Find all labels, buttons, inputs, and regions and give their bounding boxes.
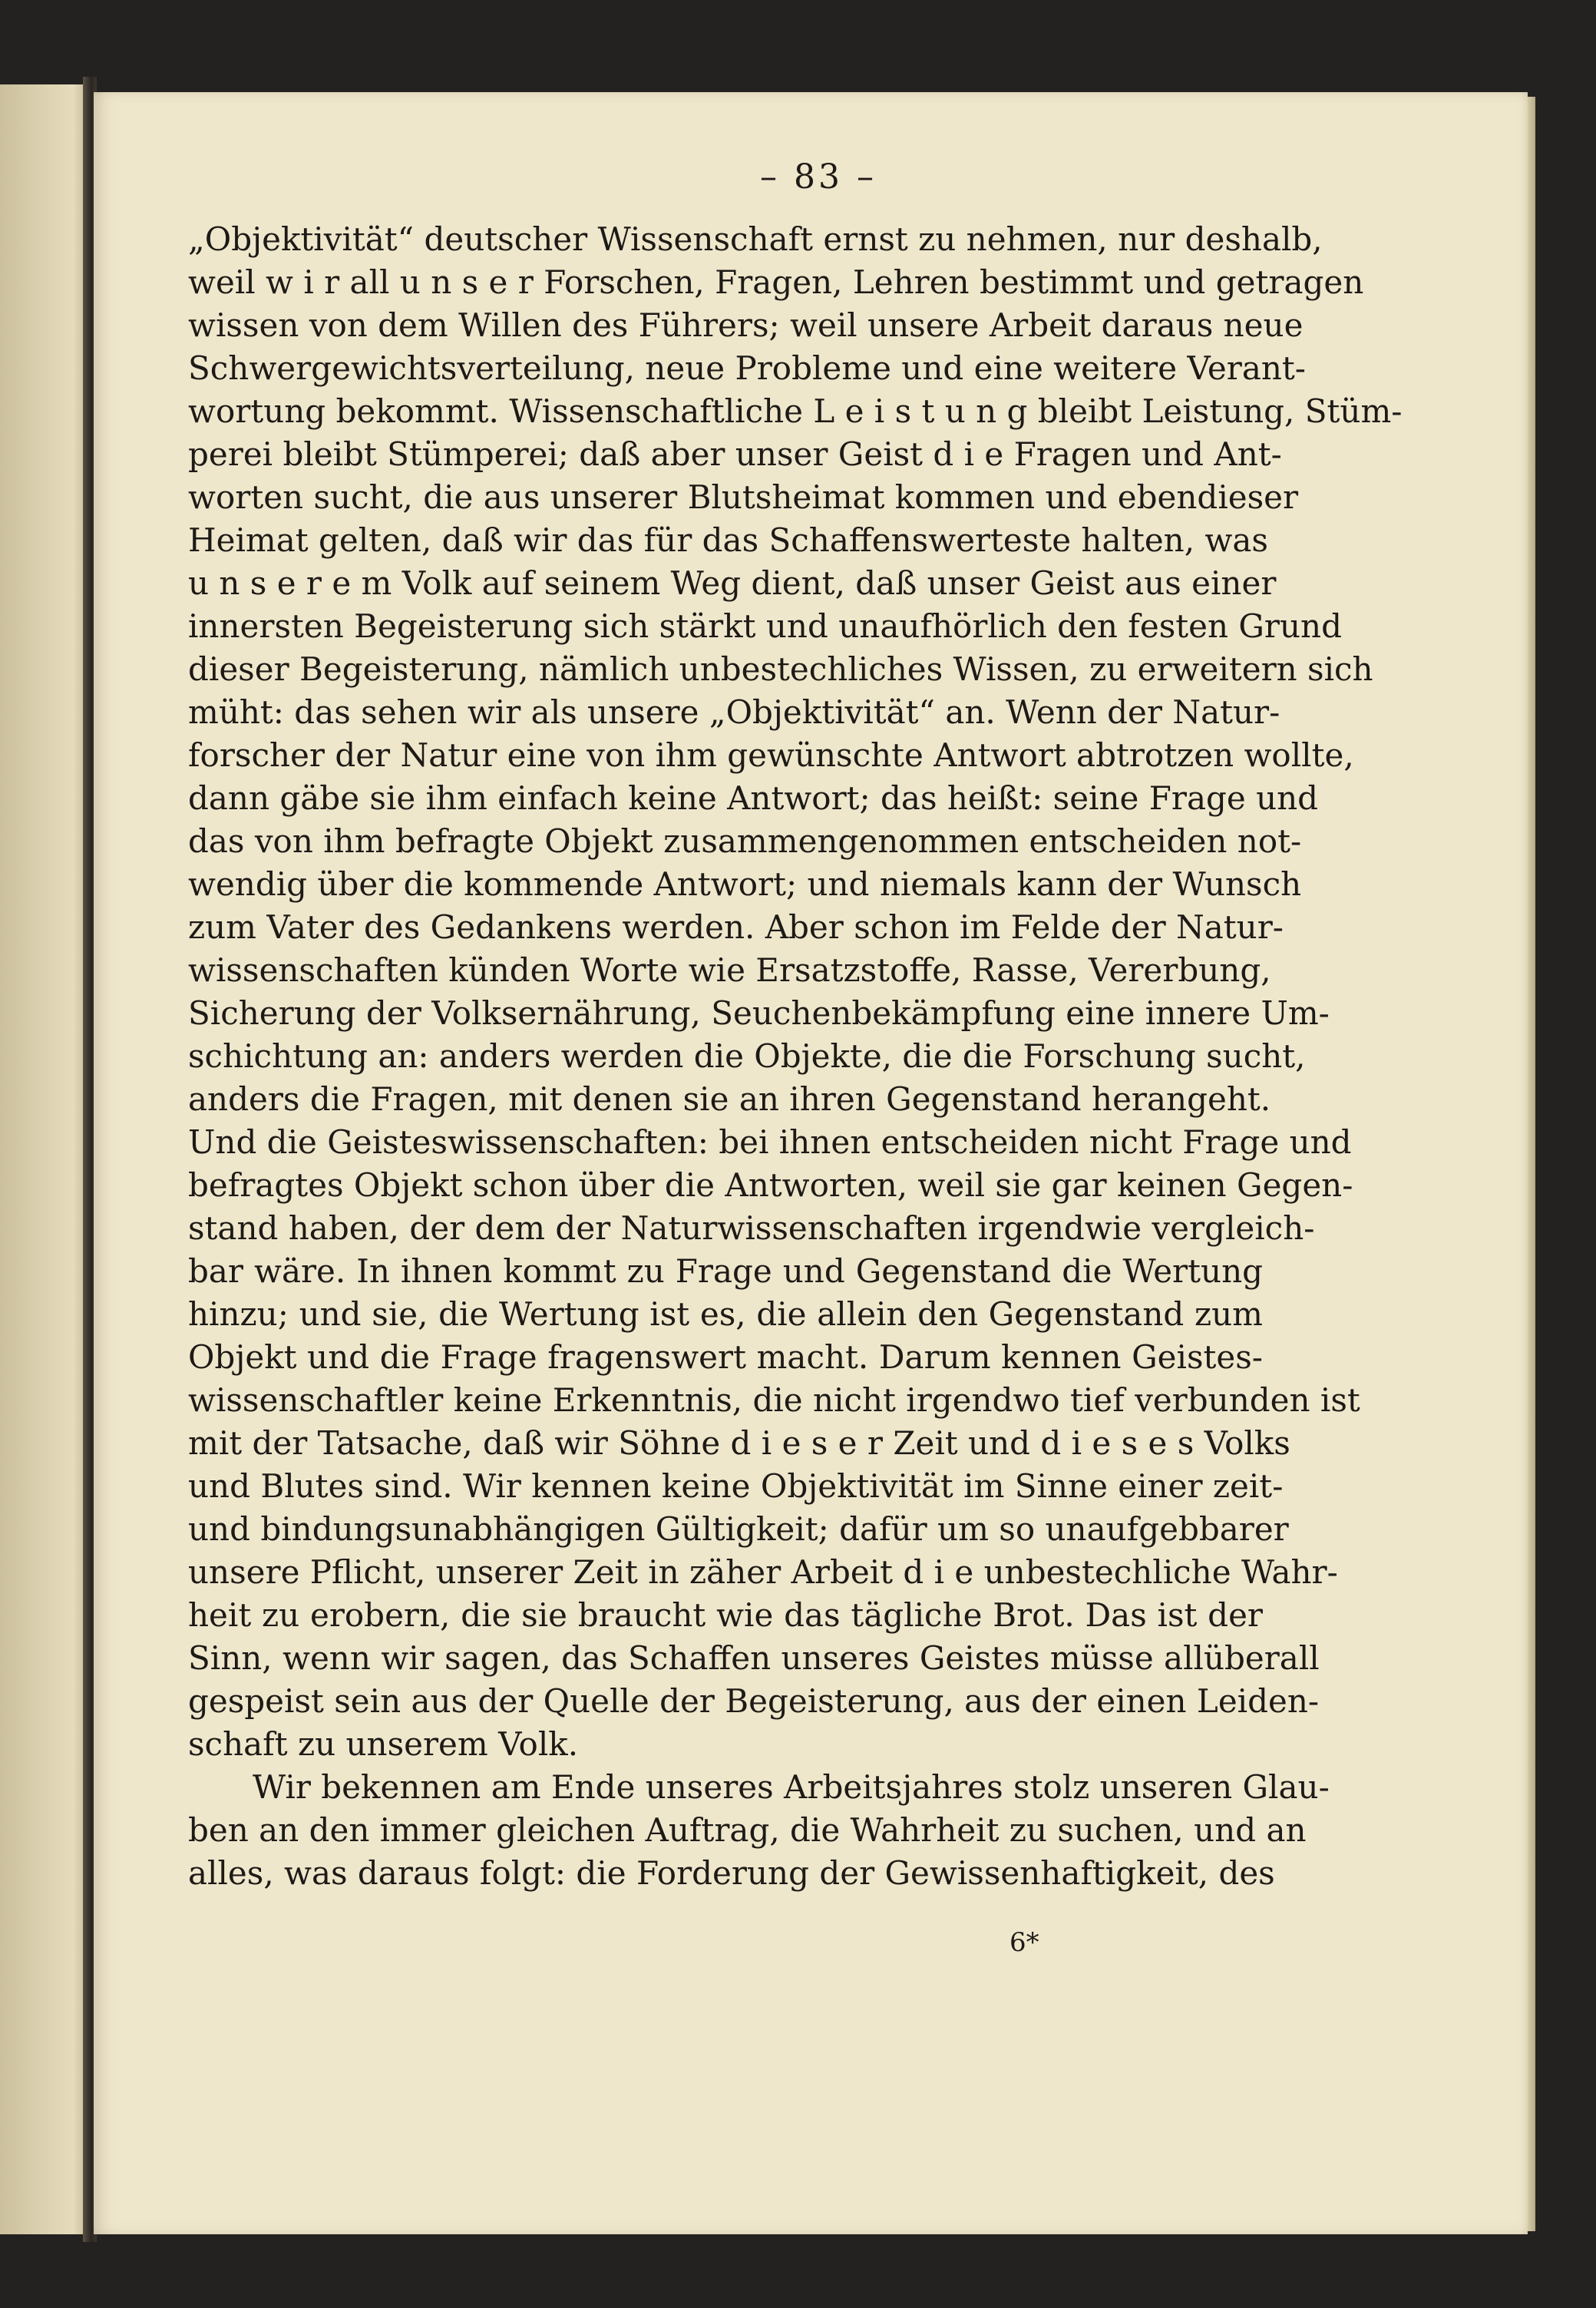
text-line: ben an den immer gleichen Auftrag, die Wahrheit zu suchen, und an (188, 1811, 1307, 1849)
text-line: worten sucht, die aus unserer Blutsheimat kommen und ebendieser (188, 478, 1299, 516)
text-line: anders die Fragen, mit denen sie an ihren Gegenstand herangeht. (188, 1080, 1271, 1118)
page-number: – 83 – (760, 157, 877, 197)
text-line: zum Vater des Gedankens werden. Aber schon im Felde der Natur- (188, 908, 1284, 946)
text-line: schichtung an: anders werden die Objekte, die die Forschung sucht, (188, 1037, 1306, 1075)
right-page-edge (1528, 97, 1535, 2231)
text-line: perei bleibt Stümperei; daß aber unser Geist d i e Fragen und Ant- (188, 435, 1282, 473)
text-line: Objekt und die Frage fragenswert macht. Darum kennen Geistes- (188, 1338, 1263, 1376)
text-line: Und die Geisteswissenschaften: bei ihnen entscheiden nicht Frage und (188, 1123, 1352, 1161)
text-line: unsere Pflicht, unserer Zeit in zäher Arbeit d i e unbestechliche Wahr- (188, 1553, 1338, 1591)
text-line: stand haben, der dem der Naturwissenschaften irgendwie vergleich- (188, 1209, 1315, 1247)
text-line: wortung bekommt. Wissenschaftliche L e i s t u n g bleibt Leistung, Stüm- (188, 392, 1403, 430)
text-line: Sinn, wenn wir sagen, das Schaffen unseres Geistes müsse allüberall (188, 1639, 1320, 1677)
text-line: hinzu; und sie, die Wertung ist es, die allein den Gegenstand zum (188, 1295, 1263, 1333)
text-line: gespeist sein aus der Quelle der Begeisterung, aus der einen Leiden- (188, 1682, 1320, 1720)
text-line: weil w i r all u n s e r Forschen, Fragen, Lehren bestimmt und getragen (188, 263, 1364, 301)
text-line: wissen von dem Willen des Führers; weil unsere Arbeit daraus neue (188, 306, 1304, 344)
left-page-edge (0, 84, 86, 2234)
paragraph-start-line: Wir bekennen am Ende unseres Arbeitsjahres stolz unseren Glau- (253, 1768, 1330, 1806)
text-line: innersten Begeisterung sich stärkt und unaufhörlich den festen Grund (188, 607, 1342, 645)
text-line: befragtes Objekt schon über die Antworten, weil sie gar keinen Gegen- (188, 1166, 1353, 1204)
text-line: „Objektivität“ deutscher Wissenschaft ernst zu nehmen, nur deshalb, (188, 220, 1323, 258)
text-line: alles, was daraus folgt: die Forderung der Gewissenhaftigkeit, des (188, 1854, 1275, 1892)
paragraph-end-line: schaft zu unserem Volk. (188, 1725, 579, 1763)
body-text (188, 218, 1403, 1895)
text-line: mit der Tatsache, daß wir Söhne d i e s e r Zeit und d i e s e s Volks (188, 1424, 1290, 1462)
text-line: und bindungsunabhängigen Gültigkeit; dafür um so unaufgebbarer (188, 1510, 1289, 1548)
text-line: forscher der Natur eine von ihm gewünschte Antwort abtrotzen wollte, (188, 736, 1354, 774)
text-line: Schwergewichtsverteilung, neue Probleme und eine weitere Verant- (188, 349, 1306, 387)
text-line: bar wäre. In ihnen kommt zu Frage und Gegenstand die Wertung (188, 1252, 1263, 1290)
text-line: wissenschaften künden Worte wie Ersatzstoffe, Rasse, Vererbung, (188, 951, 1271, 989)
text-line: heit zu erobern, die sie braucht wie das tägliche Brot. Das ist der (188, 1596, 1263, 1634)
text-line: müht: das sehen wir als unsere „Objektivität“ an. Wenn der Natur- (188, 693, 1280, 731)
text-line: u n s e r e m Volk auf seinem Weg dient, daß unser Geist aus einer (188, 564, 1277, 602)
text-line: dann gäbe sie ihm einfach keine Antwort; das heißt: seine Frage und (188, 779, 1319, 817)
text-line: und Blutes sind. Wir kennen keine Objektivität im Sinne einer zeit- (188, 1467, 1284, 1505)
text-line: Heimat gelten, daß wir das für das Schaffenswerteste halten, was (188, 521, 1268, 559)
text-line: wissenschaftler keine Erkenntnis, die nicht irgendwo tief verbunden ist (188, 1381, 1360, 1419)
text-line: Sicherung der Volksernährung, Seuchenbekämpfung eine innere Um- (188, 994, 1330, 1032)
text-line: wendig über die kommende Antwort; und niemals kann der Wunsch (188, 865, 1302, 903)
text-line: dieser Begeisterung, nämlich unbestechliches Wissen, zu erweitern sich (188, 650, 1373, 688)
signature-mark: 6* (1009, 1927, 1039, 1958)
text-line: das von ihm befragte Objekt zusammengenommen entscheiden not- (188, 822, 1302, 860)
